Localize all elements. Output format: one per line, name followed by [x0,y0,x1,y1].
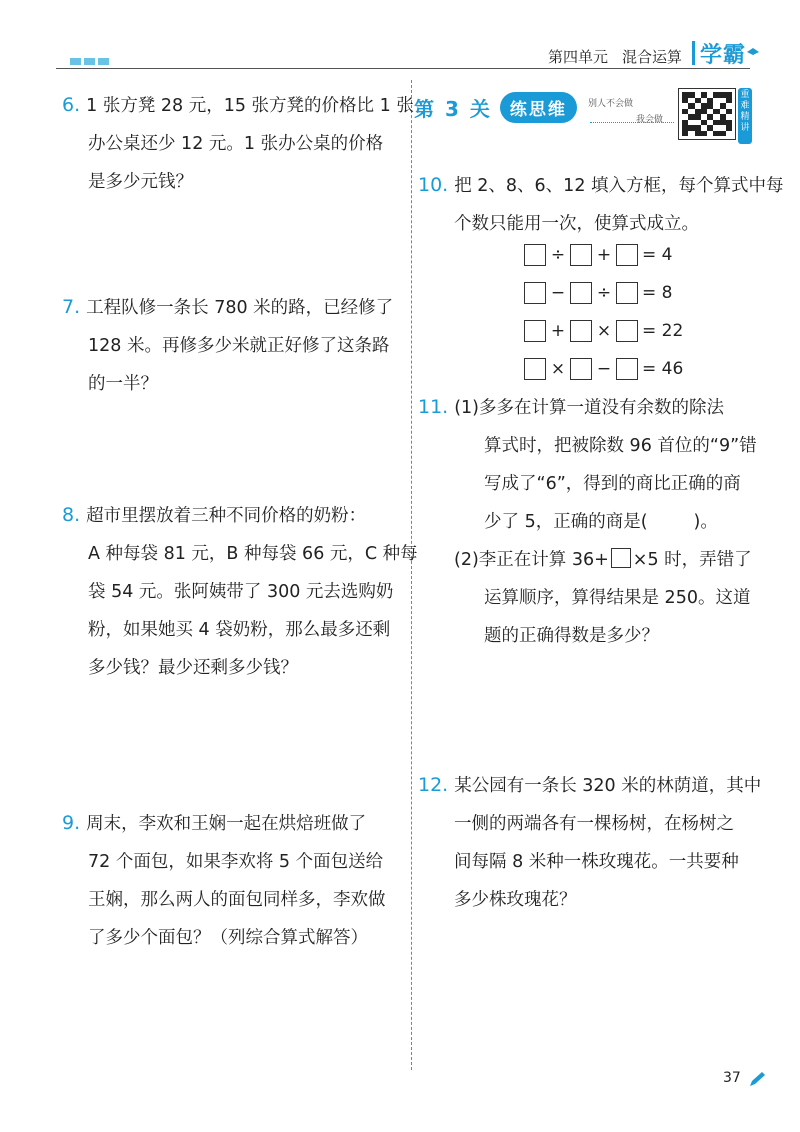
header-title [534,46,682,67]
brand-logo [692,38,760,68]
answer-box[interactable] [524,320,546,342]
equation-row: + × = 22 [524,318,683,344]
pencil-icon [748,1070,768,1088]
hint-text-1: 别人不会做 [588,99,634,109]
answer-box[interactable] [570,358,592,380]
question-11: 11. (1)多多在计算一道没有余数的除法 算式时，把被除数 96 首位的“9”错 写成了“6”，得到的商比正确的商 少了 5，正确的商是( )。 (2)李正在计算 36+ ×5 时，弄错了 运算顺序，算得结果是 250。这道 题的正确得数是多少？ [418,396,757,646]
question-6: 6. 1 张方凳 28 元，15 张方凳的价格比 1 张 办公桌还少 12 元。1 张办公桌的价格 是多少元钱？ [62,94,414,192]
qr-side-label: 重难精讲 [738,88,752,144]
topic-label: 混合运算 [621,48,682,66]
question-10: 10. 把 2、8、6、12 填入方框，每个算式中每 个数只能用一次，使算式成立。 [418,174,784,234]
unit-label: 第四单元 [547,48,608,66]
question-7: 7. 工程队修一条长 780 米的路，已经修了 128 米。再修多少米就正好修了这条路 的一半？ [62,296,394,394]
answer-box[interactable] [570,282,592,304]
equation-row: × − = 46 [524,356,683,382]
answer-box[interactable] [616,358,638,380]
question-8: 8. 超市里摆放着三种不同价格的奶粉： A 种每袋 81 元，B 种每袋 66 元，C 种每 袋 54 元。张阿姨带了 300 元去选购奶 粉，如果她买 4 袋奶粉，那么最多还剩 多少钱？最少还剩多少钱？ [62,504,418,678]
question-9: 9. 周末，李欢和王娴一起在烘焙班做了 72 个面包，如果李欢将 5 个面包送给 王娴，那么两人的面包同样多，李欢做 了多少个面包？（列综合算式解答） [62,812,386,948]
answer-box[interactable] [524,244,546,266]
question-12: 12. 某公园有一条长 320 米的林荫道，其中 一侧的两端各有一棵杨树，在杨树之 间每隔 8 米种一株玫瑰花。一共要种 多少株玫瑰花？ [418,774,762,910]
equation-row: − ÷ = 8 [524,280,672,306]
answer-box[interactable] [611,548,631,568]
answer-box[interactable] [570,320,592,342]
answer-box[interactable] [616,320,638,342]
answer-box[interactable] [524,282,546,304]
answer-box[interactable] [524,358,546,380]
level-banner [414,92,577,123]
page-number: 37 [723,1070,741,1086]
hint-text-2: 我会做 [636,115,664,125]
cap-icon [746,46,760,60]
header-rule [56,68,750,69]
level-badge: 练思维 [500,92,577,123]
answer-box[interactable] [570,244,592,266]
header-decoration [70,58,109,65]
answer-box[interactable] [616,244,638,266]
level-title: 第 3 关 [414,97,492,121]
brand-name: 学霸 [700,42,747,68]
answer-box[interactable] [616,282,638,304]
qr-code[interactable] [678,88,736,140]
equation-row: ÷ + = 4 [524,242,672,268]
hint-dotted-line [590,122,674,123]
